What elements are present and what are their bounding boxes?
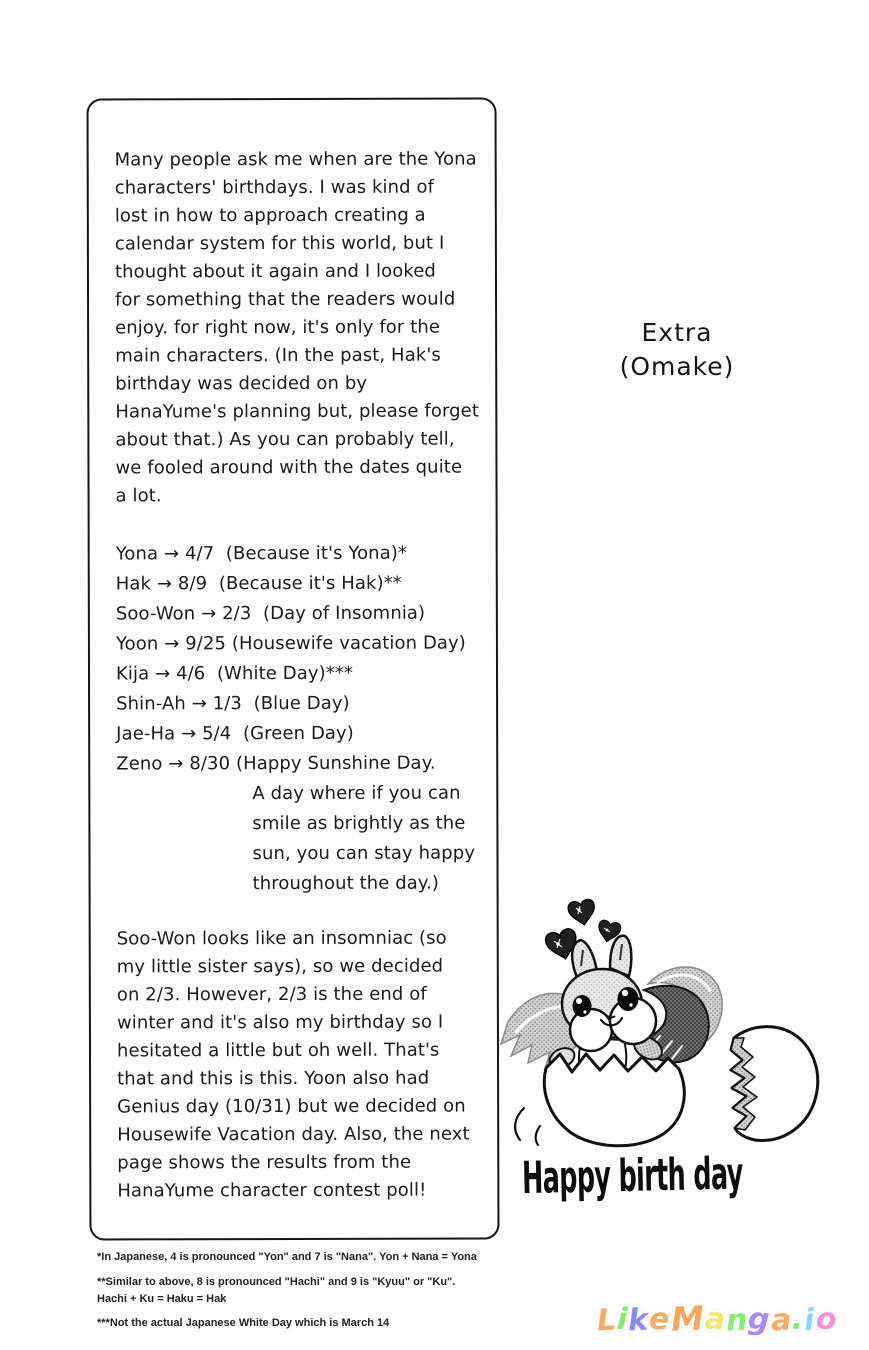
text-line: enjoy. for right now, it's only for the [115, 316, 441, 339]
text-line: main characters. (In the past, Hak's [115, 344, 441, 367]
text-line: lost in how to approach creating a [114, 204, 426, 227]
footnote: ***Not the actual Japanese White Day which is March 14 [97, 1317, 390, 1329]
text-line: hesitated a little but oh well. That's [116, 1039, 440, 1062]
watermark-letter: L [596, 1302, 619, 1339]
watermark-letter: a [769, 1302, 793, 1339]
text-line: HanaYume's planning but, please forget [115, 400, 480, 423]
egg-shell-piece [731, 1027, 818, 1141]
motion-lines [515, 1108, 540, 1145]
text-line: for something that the readers would [115, 288, 456, 311]
omake-label: (Omake) [619, 352, 735, 381]
text-line: Housewife Vacation day. Also, the next [117, 1123, 470, 1146]
footnote: **Similar to above, 8 is pronounced "Hachi" and 9 is "Kyuu" or "Ku". [97, 1276, 456, 1288]
text-line: Genius day (10/31) but we decided on [117, 1095, 466, 1118]
birthday-line: Yona → 4/7 (Because it's Yona)* [115, 542, 408, 565]
text-line: throughout the day.) [252, 872, 440, 895]
text-line: winter and it's also my birthday so I [116, 1011, 444, 1034]
closing-paragraph [117, 925, 470, 1206]
happy-birthday-caption: Happy birth day [521, 1147, 744, 1204]
text-line: on 2/3. However, 2/3 is the end of [116, 983, 427, 1006]
text-line: characters' birthdays. I was kind of [114, 176, 435, 199]
text-line: we fooled around with the dates quite [115, 456, 463, 479]
text-line: sun, you can stay happy [252, 842, 476, 865]
footnote: *In Japanese, 4 is pronounced "Yon" and 7 is "Nana". Yon + Nana = Yona [97, 1251, 477, 1263]
birthday-line: Jae-Ha → 5/4 (Green Day) [116, 722, 354, 745]
watermark-letter: e [648, 1301, 672, 1338]
extra-label: Extra [641, 318, 713, 347]
text-line: thought about it again and I looked [114, 260, 436, 283]
watermark-letter: k [627, 1302, 651, 1339]
birthday-list [116, 540, 467, 781]
watermark-letter: i [803, 1302, 817, 1339]
footnote: Hachi + Ku = Haku = Hak [97, 1293, 227, 1305]
birthday-line: Shin-Ah → 1/3 (Blue Day) [116, 692, 350, 715]
intro-paragraph [115, 146, 480, 511]
text-line: smile as brightly as the [252, 812, 466, 835]
squirrel-egg-illustration [498, 886, 830, 1154]
extra-omake-label [610, 316, 744, 384]
site-watermark [597, 1299, 837, 1338]
watermark-letter: . [790, 1301, 806, 1338]
author-note-box [87, 97, 500, 1240]
birthday-line: Yoon → 9/25 (Housewife vacation Day) [115, 632, 466, 655]
text-line: my little sister says), so we decided [116, 955, 444, 978]
birthday-illustration [498, 886, 830, 1216]
watermark-letter: M [669, 1298, 706, 1339]
watermark-letter: n [724, 1302, 750, 1339]
birthday-line: Soo-Won → 2/3 (Day of Insomnia) [115, 602, 426, 625]
watermark-letter: g [747, 1301, 772, 1338]
birthday-line: Kija → 4/6 (White Day)*** [115, 662, 354, 685]
text-line: a lot. [115, 485, 162, 507]
text-line: birthday was decided on by [115, 372, 368, 395]
text-line: A day where if you can [252, 782, 461, 805]
text-line: calendar system for this world, but I [114, 232, 445, 255]
zeno-note-continuation [252, 780, 475, 901]
birthday-line: Hak → 8/9 (Because it's Hak)** [115, 572, 402, 595]
text-line: about that.) As you can probably tell, [115, 428, 455, 451]
text-line: HanaYume character contest poll! [117, 1179, 427, 1202]
birthday-line: Zeno → 8/30 (Happy Sunshine Day. [116, 752, 436, 775]
watermark-letter: a [703, 1301, 728, 1338]
egg-shell-bottom [544, 1054, 684, 1146]
watermark-letter: i [615, 1301, 630, 1338]
text-line: that and this is this. Yoon also had [117, 1067, 430, 1090]
text-line: Many people ask me when are the Yona [114, 148, 477, 171]
footnotes [97, 1250, 517, 1331]
text-line: Soo-Won looks like an insomniac (so [116, 927, 447, 950]
text-line: page shows the results from the [117, 1151, 412, 1174]
watermark-letter: o [814, 1301, 839, 1338]
